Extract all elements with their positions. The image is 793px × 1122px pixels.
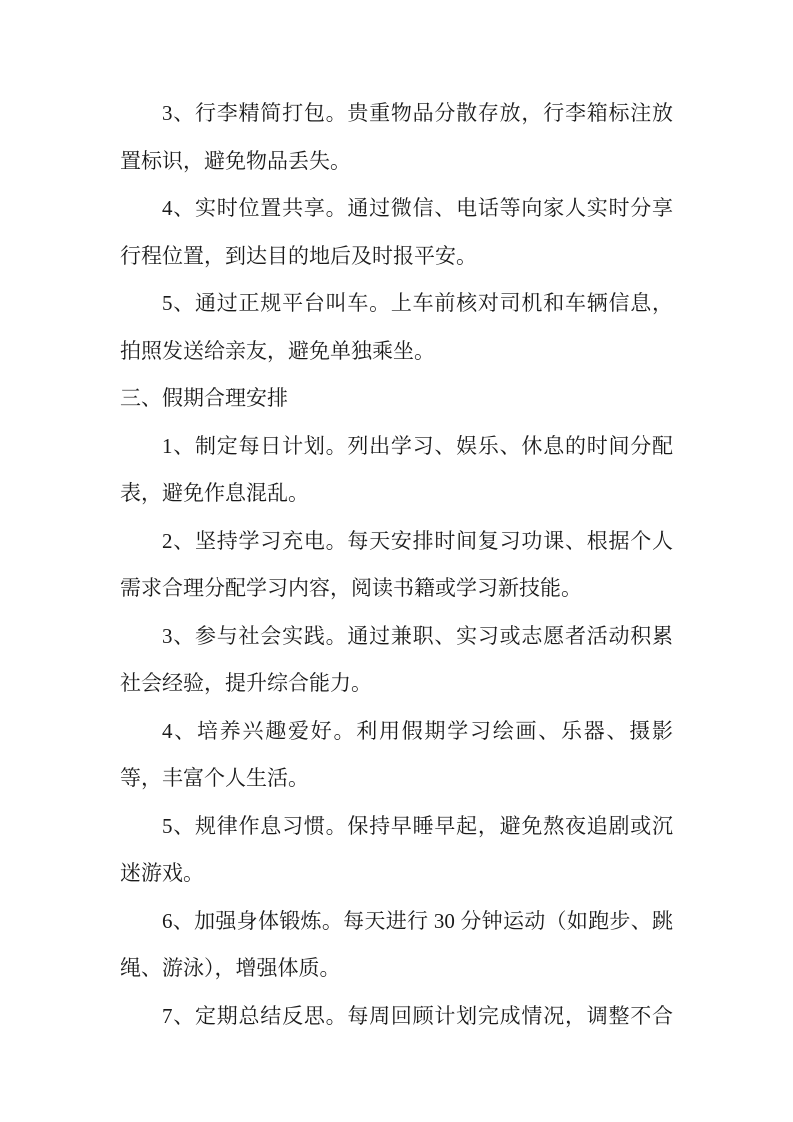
paragraph-daily-plan: 1、制定每日计划。列出学习、娱乐、休息的时间分配表，避免作息混乱。 xyxy=(120,433,673,505)
section-heading: 三、假期合理安排 xyxy=(120,386,288,410)
paragraph-ride-hailing: 5、通过正规平台叫车。上车前核对司机和车辆信息，拍照发送给亲友，避免单独乘坐。 xyxy=(120,291,673,363)
paragraph-exercise: 6、加强身体锻炼。每天进行 30 分钟运动（如跑步、跳绳、游泳），增强体质。 xyxy=(120,908,673,980)
paragraph-study: 2、坚持学习充电。每天安排时间复习功课、根据个人需求合理分配学习内容，阅读书籍或学习新技能。 xyxy=(120,528,673,600)
paragraph-weekly-review: 7、定期总结反思。每周回顾计划完成情况，调整不合 xyxy=(162,1003,673,1028)
paragraph-social-practice: 3、参与社会实践。通过兼职、实习或志愿者活动积累社会经验，提升综合能力。 xyxy=(120,623,673,695)
paragraph-location-sharing: 4、实时位置共享。通过微信、电话等向家人实时分享行程位置，到达目的地后及时报平安。 xyxy=(120,196,673,268)
paragraph-luggage-packing: 3、行李精简打包。贵重物品分散存放，行李箱标注放置标识，避免物品丢失。 xyxy=(120,101,673,173)
paragraph-hobbies: 4、培养兴趣爱好。利用假期学习绘画、乐器、摄影等，丰富个人生活。 xyxy=(120,718,673,790)
paragraph-sleep-schedule: 5、规律作息习惯。保持早睡早起，避免熬夜追剧或沉迷游戏。 xyxy=(120,813,673,885)
